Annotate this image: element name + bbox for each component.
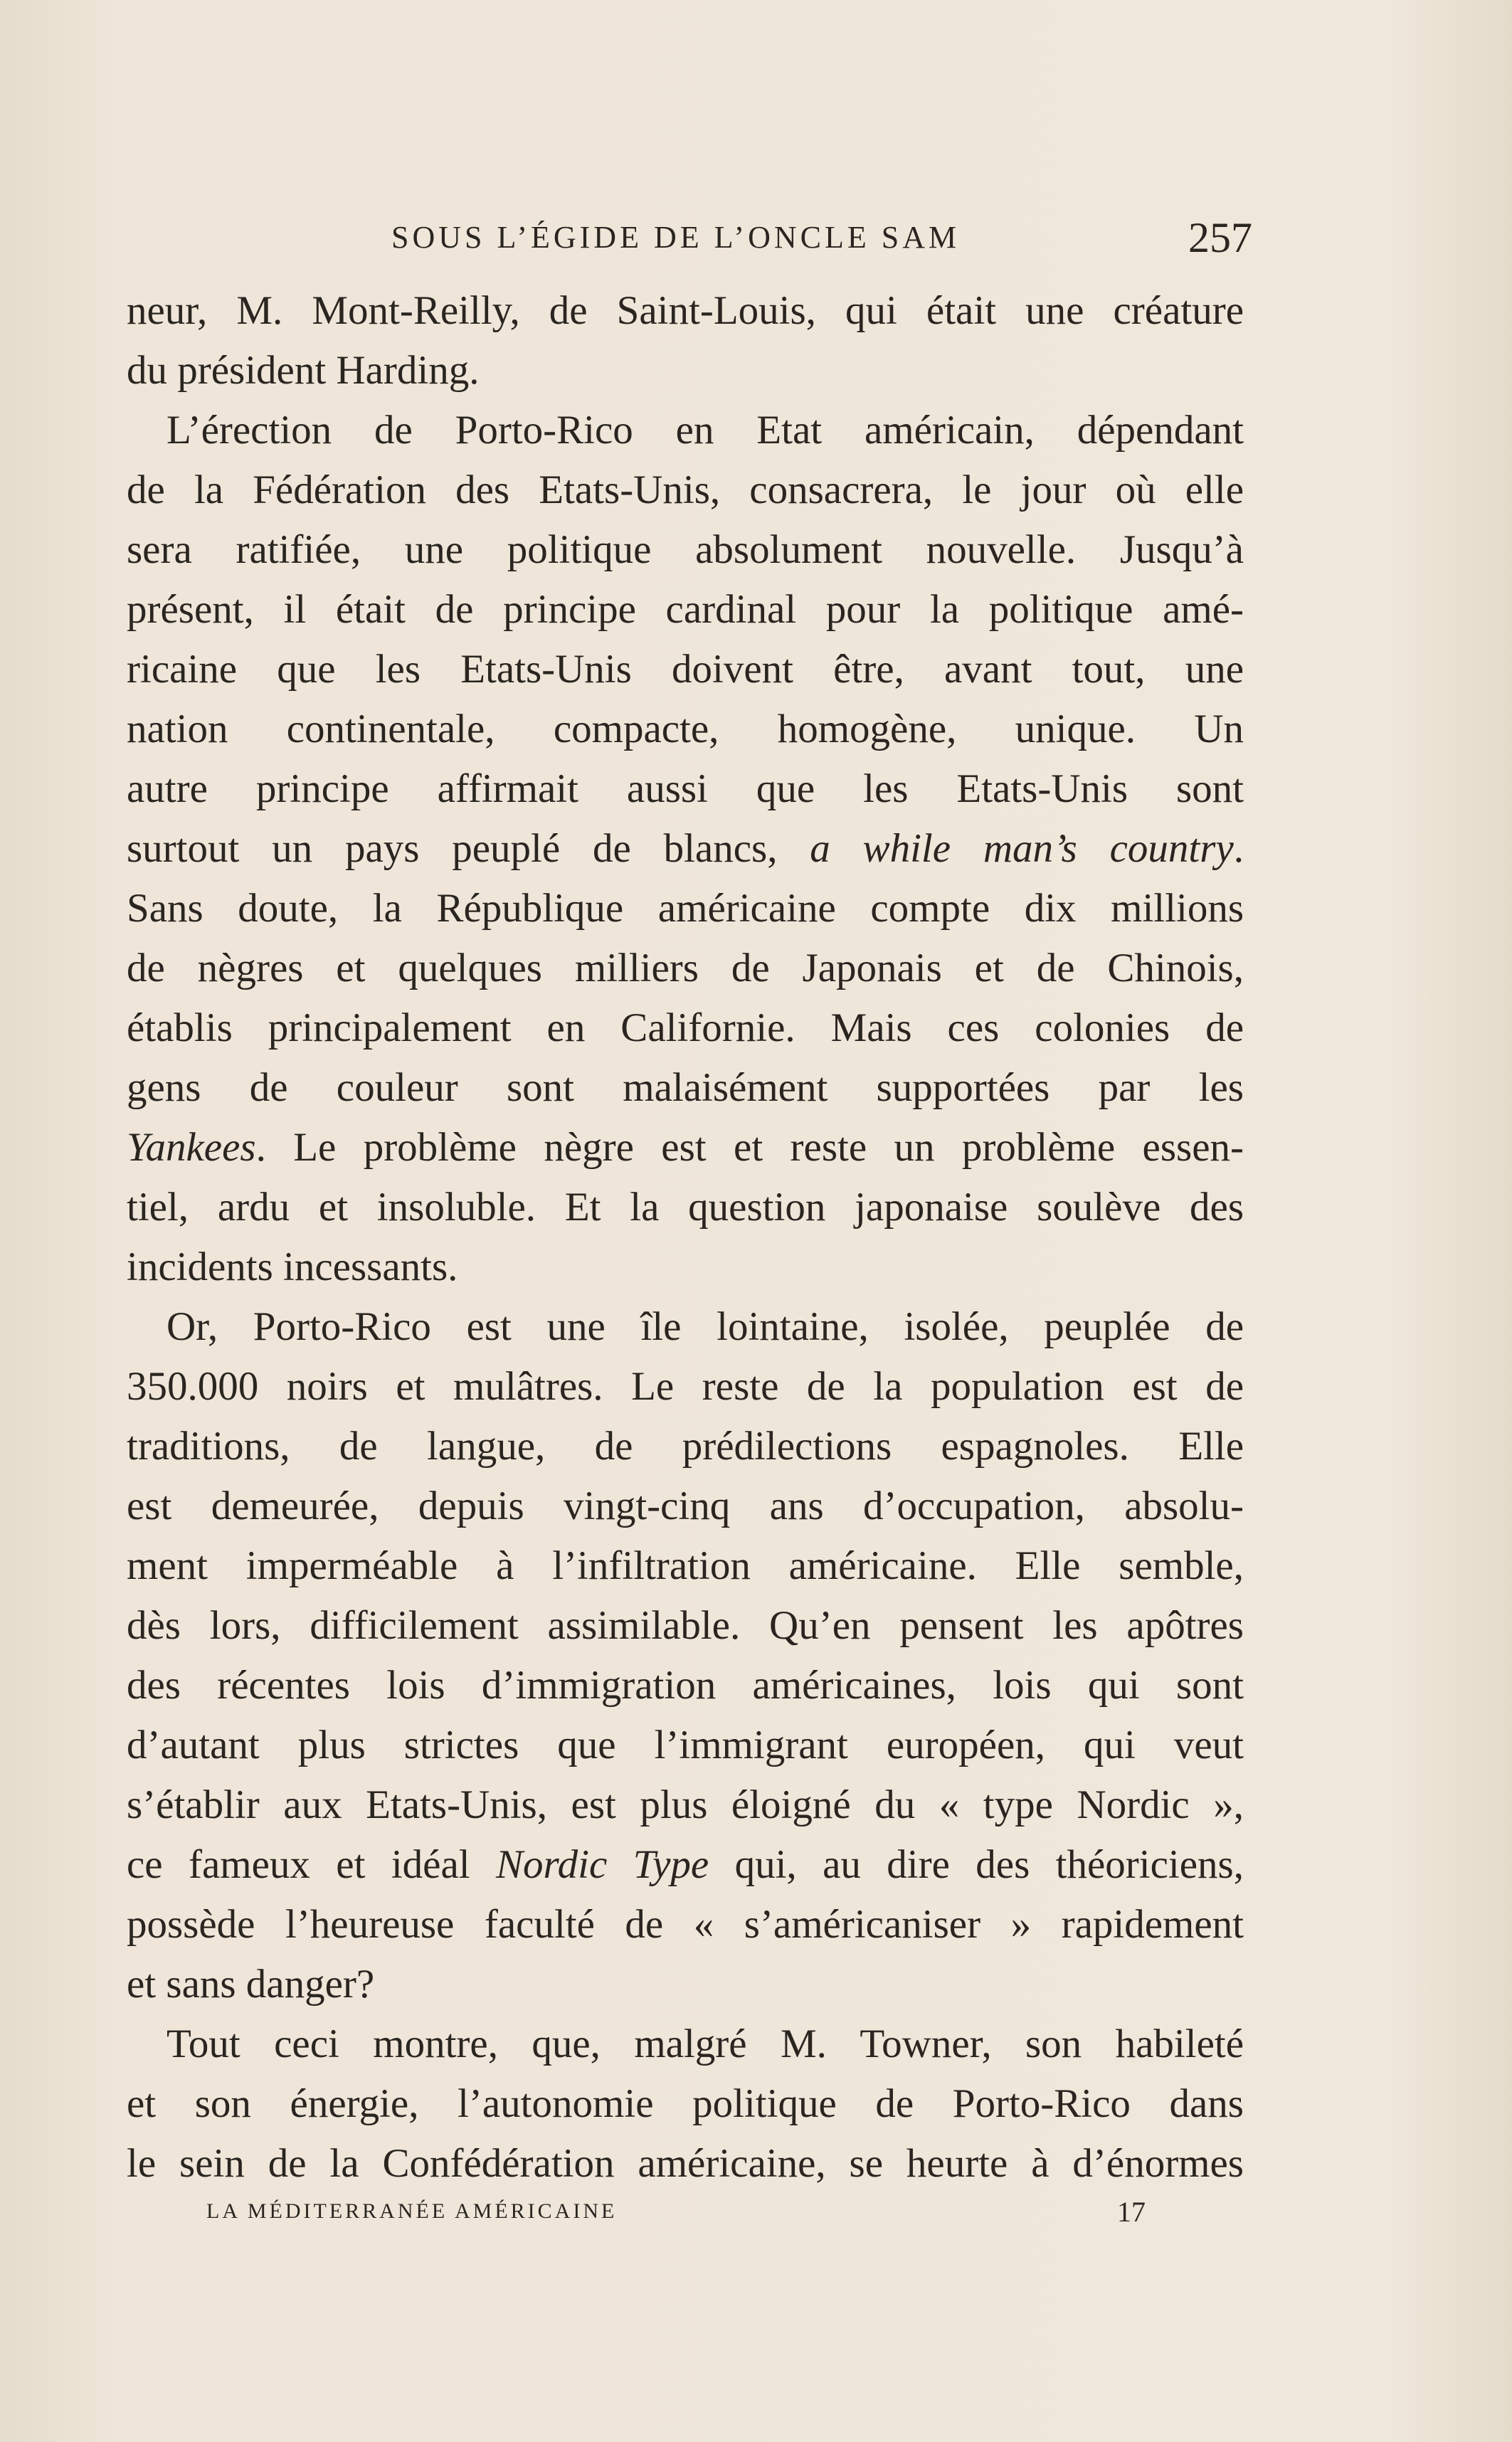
text-segment: des récentes lois d’immigration américaines, lois qui sont (127, 1663, 1244, 1708)
text-line (127, 1178, 1244, 1237)
text-segment: est demeurée, depuis vingt-cinq ans d’occupation, absolu- (127, 1484, 1244, 1528)
italic-text: Yankees (127, 1125, 256, 1170)
text-line (127, 2134, 1244, 2194)
text-segment: Or, Porto-Rico est une île lointaine, isolée, peuplée de (166, 1304, 1244, 1349)
page-number: 257 (1188, 214, 1252, 261)
text-segment: d’autant plus strictes que l’immigrant européen, qui veut (127, 1723, 1244, 1767)
text-segment: . Le problème nègre est et reste un problème essen- (255, 1125, 1244, 1170)
text-segment: . (1233, 826, 1244, 871)
text-line (127, 640, 1244, 699)
text-line (127, 819, 1244, 879)
text-segment: gens de couleur sont malaisément supportées par les (127, 1065, 1244, 1110)
text-segment: de nègres et quelques milliers de Japonais et de Chinois, (127, 946, 1244, 990)
text-line (127, 520, 1244, 580)
text-line (127, 1955, 1244, 2014)
text-segment: Sans doute, la République américaine compte dix millions (127, 886, 1244, 931)
text-line (127, 1536, 1244, 1596)
text-line (127, 1357, 1244, 1417)
text-line (127, 460, 1244, 520)
text-line (127, 1476, 1244, 1536)
text-line (127, 341, 1244, 401)
text-segment: 350.000 noirs et mulâtres. Le reste de la population est de (127, 1364, 1244, 1409)
text-line (127, 1716, 1244, 1775)
text-line (127, 998, 1244, 1058)
text-line (127, 1417, 1244, 1476)
text-segment: ricaine que les Etats-Unis doivent être, avant tout, une (127, 647, 1244, 692)
text-line (127, 401, 1244, 460)
text-segment: et son énergie, l’autonomie politique de Porto-Rico dans (127, 2081, 1244, 2126)
text-segment: sera ratifiée, une politique absolument nouvelle. Jusqu’à (127, 527, 1244, 572)
running-title: SOUS L’ÉGIDE DE L’ONCLE SAM (391, 220, 961, 255)
text-line (127, 2074, 1244, 2134)
text-segment: ce fameux et idéal (127, 1842, 497, 1887)
text-segment: du président Harding. (127, 348, 480, 393)
printer-signature (206, 2195, 1146, 2238)
signature-title: LA MÉDITERRANÉE AMÉRICAINE (206, 2199, 618, 2223)
text-segment: de la Fédération des Etats-Unis, consacrera, le jour où elle (127, 467, 1244, 512)
text-segment: qui, au dire des théoriciens, (709, 1842, 1244, 1887)
text-line (127, 1775, 1244, 1835)
text-segment: établis principalement en Californie. Mais ces colonies de (127, 1005, 1244, 1050)
text-line (127, 1656, 1244, 1716)
signature-number: 17 (1117, 2196, 1146, 2228)
body-text (127, 281, 1244, 2194)
text-segment: autre principe affirmait aussi que les Etats-Unis sont (127, 766, 1244, 811)
text-segment: nation continentale, compacte, homogène, unique. Un (127, 707, 1244, 751)
text-segment: surtout un pays peuplé de blancs, (127, 826, 810, 871)
text-segment: incidents incessants. (127, 1244, 458, 1289)
text-line (127, 879, 1244, 939)
text-line (127, 1596, 1244, 1656)
text-line (127, 1237, 1244, 1297)
text-line (127, 1058, 1244, 1118)
running-head (391, 213, 1252, 270)
text-segment: Tout ceci montre, que, malgré M. Towner, son habileté (166, 2021, 1244, 2066)
text-line (127, 2014, 1244, 2074)
text-line (127, 281, 1244, 341)
italic-text: Nordic Type (496, 1842, 709, 1887)
text-line (127, 580, 1244, 640)
text-segment: présent, il était de principe cardinal pour la politique amé- (127, 587, 1244, 632)
text-segment: possède l’heureuse faculté de « s’américaniser » rapidement (127, 1902, 1244, 1947)
text-segment: tiel, ardu et insoluble. Et la question japonaise soulève des (127, 1185, 1244, 1230)
text-line (127, 939, 1244, 998)
text-segment: dès lors, difficilement assimilable. Qu’en pensent les apôtres (127, 1603, 1244, 1648)
text-line (127, 759, 1244, 819)
italic-text: a while man’s country (810, 826, 1234, 871)
text-segment: L’érection de Porto-Rico en Etat américain, dépendant (166, 408, 1244, 453)
text-segment: ment imperméable à l’infiltration américaine. Elle semble, (127, 1543, 1244, 1588)
text-segment: s’établir aux Etats-Unis, est plus éloigné du « type Nordic », (127, 1782, 1244, 1827)
text-segment: et sans danger? (127, 1962, 375, 2007)
text-segment: le sein de la Confédération américaine, se heurte à d’énormes (127, 2141, 1244, 2186)
text-segment: neur, M. Mont-Reilly, de Saint-Louis, qui était une créature (127, 288, 1244, 333)
text-line (127, 1835, 1244, 1895)
text-line (127, 699, 1244, 759)
text-line (127, 1118, 1244, 1178)
text-line (127, 1895, 1244, 1955)
text-segment: traditions, de langue, de prédilections espagnoles. Elle (127, 1424, 1244, 1469)
text-line (127, 1297, 1244, 1357)
